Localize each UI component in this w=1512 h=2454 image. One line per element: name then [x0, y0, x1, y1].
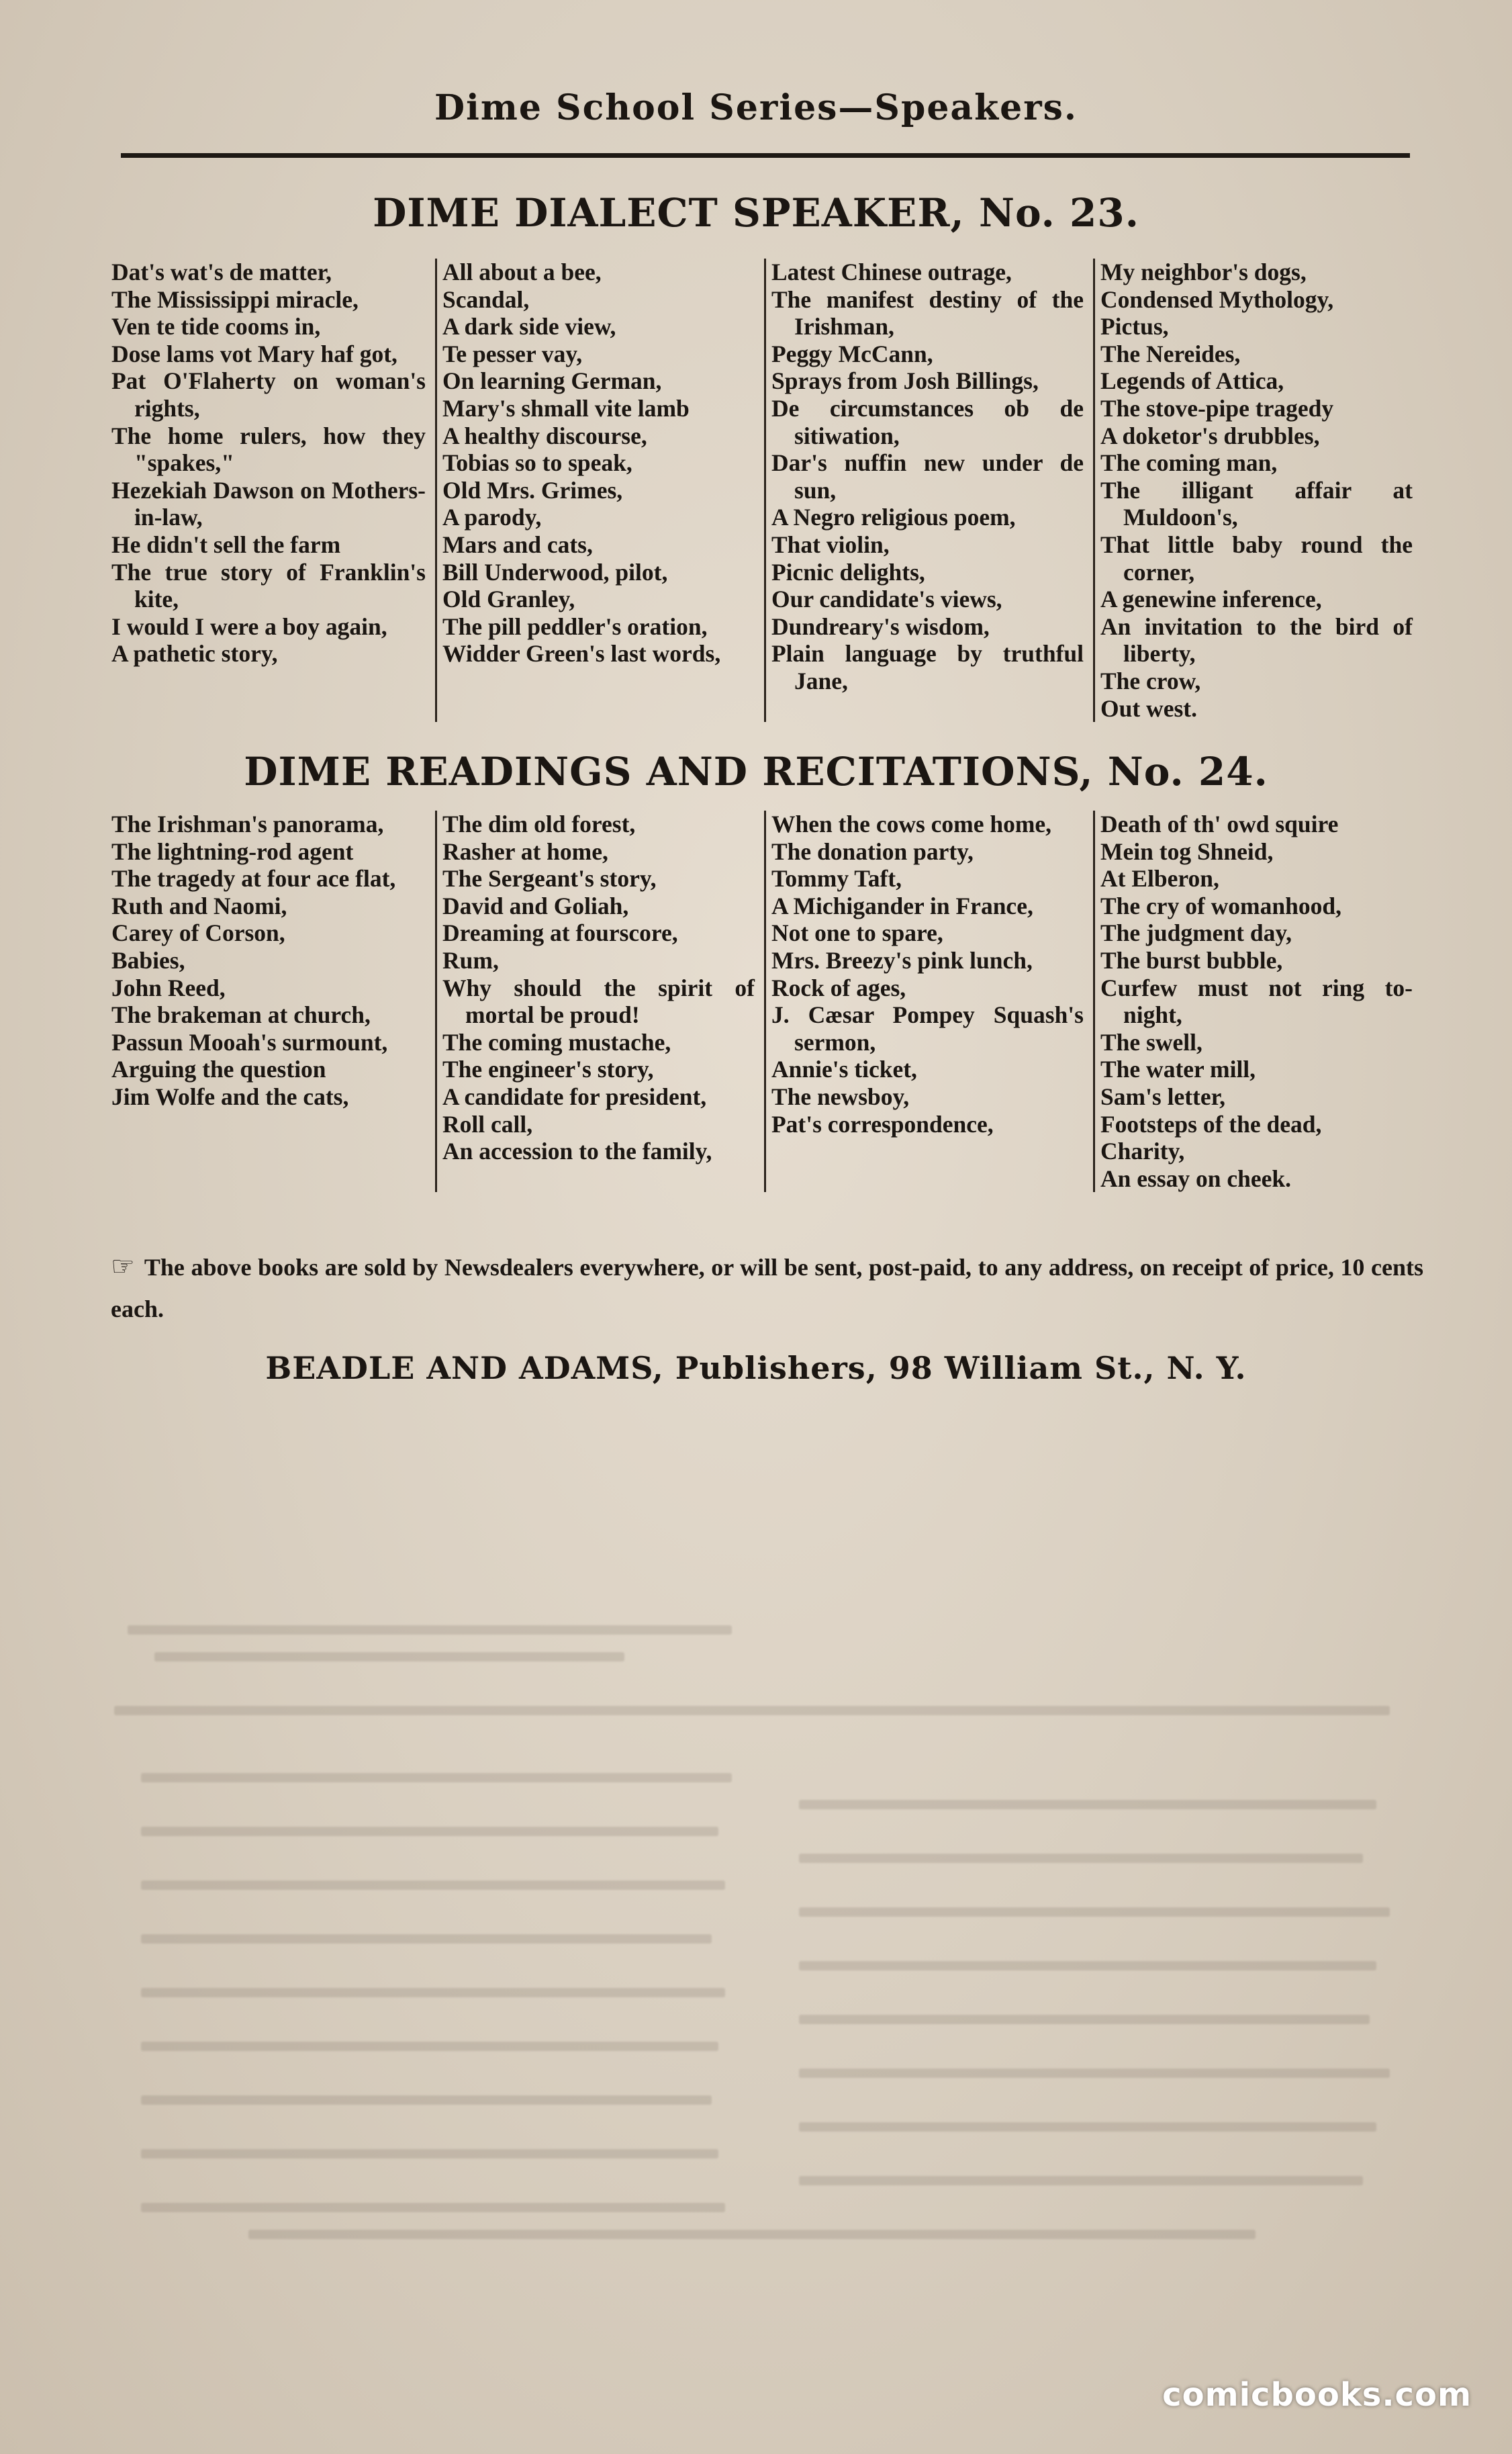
section-title-dialect-speaker: DIME DIALECT SPEAKER, No. 23.: [373, 190, 1139, 236]
contents-item: Dat's wat's de matter,: [111, 259, 332, 285]
contents-item: Jim Wolfe and the cats,: [111, 1083, 349, 1110]
contents-item: At Elberon,: [1100, 865, 1219, 893]
contents-item: Tobias so to speak,: [442, 449, 632, 477]
contents-item: The stove-pipe tragedy: [1100, 394, 1334, 422]
contents-item: A doketor's drubbles,: [1100, 422, 1320, 449]
contents-item: The donation party,: [771, 837, 974, 865]
contents-item: Pictus,: [1100, 313, 1169, 340]
contents-item: John Reed,: [111, 974, 226, 1001]
contents-column: [106, 811, 435, 1192]
contents-column: [1093, 259, 1422, 722]
contents-item: Sam's letter,: [1100, 1083, 1226, 1110]
bleed-line: [141, 2149, 718, 2158]
contents-item: Rasher at home,: [442, 837, 608, 865]
contents-item: A candidate for president,: [442, 1083, 707, 1110]
contents-item: The home rulers, how they "spakes,": [111, 422, 426, 477]
bleed-line: [248, 2230, 1256, 2239]
contents-item: Picnic delights,: [771, 558, 925, 586]
contents-item: Dreaming at fourscore,: [442, 919, 678, 947]
contents-item: Charity,: [1100, 1138, 1185, 1165]
contents-item: Ven te tide cooms in,: [111, 313, 321, 340]
contents-column: [106, 259, 435, 722]
bleed-line: [799, 1800, 1376, 1809]
contents-item: An accession to the family,: [442, 1138, 712, 1165]
bleed-line: [799, 1854, 1363, 1863]
bleed-line: [141, 1827, 718, 1836]
contents-item: A dark side view,: [442, 313, 616, 340]
contents-item: Sprays from Josh Billings,: [771, 367, 1039, 395]
bleed-line: [141, 2203, 725, 2212]
series-header: Dime School Series—Speakers.: [434, 87, 1078, 128]
contents-column: [1093, 811, 1422, 1192]
bleed-line: [799, 1907, 1390, 1917]
contents-item: Hezekiah Dawson on Mothers-in-law,: [111, 476, 426, 531]
contents-item: He didn't sell the farm: [111, 531, 341, 558]
contents-item: Why should the spirit of mortal be proud!: [442, 974, 755, 1029]
contents-item: Out west.: [1100, 694, 1197, 722]
publisher-line: BEADLE AND ADAMS, Publishers, 98 William St., N. Y.: [265, 1350, 1247, 1386]
contents-item: The Irishman's panorama,: [111, 811, 384, 837]
contents-item: The newsboy,: [771, 1083, 910, 1110]
contents-item: The engineer's story,: [442, 1056, 654, 1083]
contents-item: When the cows come home,: [771, 811, 1052, 837]
contents-item: The true story of Franklin's kite,: [111, 558, 426, 613]
contents-item: The crow,: [1100, 667, 1201, 694]
contents-item: A Michigander in France,: [771, 892, 1033, 919]
contents-item: De circumstances ob de sitiwation,: [771, 394, 1084, 449]
contents-item: Bill Underwood, pilot,: [442, 558, 668, 586]
contents-item: Te pesser vay,: [442, 340, 583, 367]
contents-item: On learning German,: [442, 367, 662, 395]
bleed-line: [799, 2015, 1370, 2024]
readings-recitations-contents: [106, 811, 1422, 1192]
bleed-line: [141, 1880, 725, 1890]
contents-item: All about a bee,: [442, 259, 602, 285]
contents-item: The Sergeant's story,: [442, 865, 657, 893]
contents-item: Ruth and Naomi,: [111, 892, 287, 919]
contents-item: Our candidate's views,: [771, 586, 1002, 613]
contents-column: [435, 811, 764, 1192]
contents-item: The Mississippi miracle,: [111, 285, 359, 313]
bleed-line: [141, 2095, 712, 2105]
contents-item: Pat's correspondence,: [771, 1110, 994, 1138]
contents-item: Peggy McCann,: [771, 340, 933, 367]
contents-item: Carey of Corson,: [111, 919, 285, 947]
section-title-readings-recitations: DIME READINGS AND RECITATIONS, No. 24.: [244, 749, 1268, 794]
contents-item: Condensed Mythology,: [1100, 285, 1334, 313]
contents-column: [435, 259, 764, 722]
contents-item: The brakeman at church,: [111, 1001, 371, 1029]
contents-item: A healthy discourse,: [442, 422, 647, 449]
contents-item: The illigant affair at Muldoon's,: [1100, 476, 1413, 531]
bleed-line: [154, 1652, 624, 1662]
contents-item: Rum,: [442, 946, 499, 974]
contents-item: That little baby round the corner,: [1100, 531, 1413, 586]
contents-item: Dose lams vot Mary haf got,: [111, 340, 397, 367]
contents-item: David and Goliah,: [442, 892, 629, 919]
contents-item: Footsteps of the dead,: [1100, 1110, 1322, 1138]
contents-item: The manifest destiny of the Irishman,: [771, 285, 1084, 340]
contents-item: Pat O'Flaherty on woman's rights,: [111, 367, 426, 422]
contents-item: Mary's shmall vite lamb: [442, 394, 690, 422]
contents-item: Mrs. Breezy's pink lunch,: [771, 946, 1033, 974]
contents-item: A pathetic story,: [111, 640, 278, 668]
contents-item: The lightning-rod agent: [111, 837, 354, 865]
contents-item: Not one to spare,: [771, 919, 943, 947]
contents-item: Scandal,: [442, 285, 530, 313]
contents-item: Legends of Attica,: [1100, 367, 1284, 395]
contents-item: My neighbor's dogs,: [1100, 259, 1307, 285]
bleed-line: [799, 2069, 1390, 2078]
pointing-hand-icon: ☞: [111, 1251, 135, 1282]
contents-item: I would I were a boy again,: [111, 612, 387, 640]
bleed-line: [799, 2176, 1363, 2185]
contents-item: Old Mrs. Grimes,: [442, 476, 623, 504]
contents-item: The coming man,: [1100, 449, 1278, 477]
contents-item: Annie's ticket,: [771, 1056, 917, 1083]
contents-item: The judgment day,: [1100, 919, 1292, 947]
contents-item: Mars and cats,: [442, 531, 593, 558]
contents-item: Widder Green's last words,: [442, 640, 721, 668]
bleed-line: [799, 2122, 1376, 2132]
watermark: comicbooks.com: [1162, 2376, 1472, 2414]
contents-item: Death of th' owd squire: [1100, 811, 1339, 837]
contents-item: Arguing the question: [111, 1056, 326, 1083]
bleed-line: [141, 1988, 725, 1997]
contents-item: Tommy Taft,: [771, 865, 902, 893]
contents-item: Curfew must not ring to-night,: [1100, 974, 1413, 1029]
contents-item: The coming mustache,: [442, 1028, 671, 1056]
contents-item: The pill peddler's oration,: [442, 612, 708, 640]
contents-item: Babies,: [111, 946, 185, 974]
dialect-speaker-contents: [106, 259, 1422, 722]
contents-item: Latest Chinese outrage,: [771, 259, 1012, 285]
bleed-line: [799, 1961, 1376, 1970]
contents-item: Passun Mooah's surmount,: [111, 1028, 388, 1056]
contents-item: An essay on cheek.: [1100, 1165, 1292, 1192]
contents-column: [764, 811, 1093, 1192]
contents-item: Dundreary's wisdom,: [771, 612, 990, 640]
bleed-line: [141, 1773, 732, 1782]
bleed-line: [128, 1625, 732, 1635]
contents-item: The cry of womanhood,: [1100, 892, 1341, 919]
sales-note: [111, 1246, 1423, 1330]
bleed-through-texture: [114, 1397, 1430, 2257]
contents-item: Old Granley,: [442, 586, 575, 613]
contents-item: Roll call,: [442, 1110, 533, 1138]
contents-item: A parody,: [442, 504, 542, 531]
contents-item: The burst bubble,: [1100, 946, 1283, 974]
contents-item: Rock of ages,: [771, 974, 906, 1001]
bleed-line: [141, 1934, 712, 1944]
contents-item: The water mill,: [1100, 1056, 1256, 1083]
contents-item: The dim old forest,: [442, 811, 636, 837]
contents-item: The tragedy at four ace flat,: [111, 865, 396, 893]
contents-item: Mein tog Shneid,: [1100, 837, 1274, 865]
contents-item: The swell,: [1100, 1028, 1202, 1056]
contents-item: A genewine inference,: [1100, 586, 1322, 613]
contents-item: The Nereides,: [1100, 340, 1241, 367]
header-rule: [121, 153, 1410, 158]
contents-item: Dar's nuffin new under de sun,: [771, 449, 1084, 504]
contents-item: Plain language by truthful Jane,: [771, 640, 1084, 694]
contents-item: J. Cæsar Pompey Squash's sermon,: [771, 1001, 1084, 1056]
sales-note-text: The above books are sold by Newsdealers everywhere, or will be sent, post-paid, to any address, on receipt of price, 10 cents each.: [111, 1254, 1423, 1322]
bleed-line: [141, 2042, 718, 2051]
contents-item: An invitation to the bird of liberty,: [1100, 612, 1413, 668]
contents-item: That violin,: [771, 531, 890, 558]
contents-item: A Negro religious poem,: [771, 504, 1016, 531]
bleed-line: [114, 1706, 1390, 1715]
contents-column: [764, 259, 1093, 722]
